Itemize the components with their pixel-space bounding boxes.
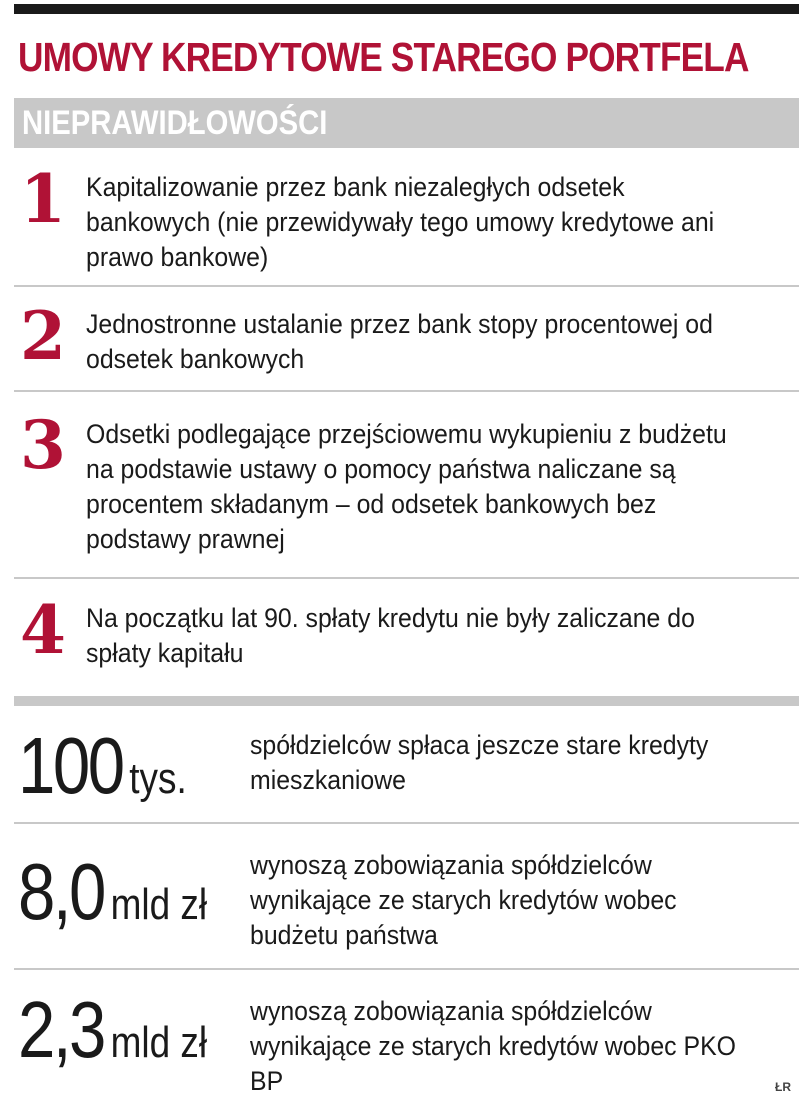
irregularity-item-2 bbox=[14, 295, 799, 385]
item-text: Kapitalizowanie przez bank niezaległych odsetek bankowych (nie przewidywały tego umowy kredytowe ani prawo bankowe) bbox=[86, 172, 715, 272]
stat-figure bbox=[18, 721, 187, 819]
stat-description: spółdzielców spłaca jeszcze stare kredyty mieszkaniowe bbox=[250, 730, 709, 795]
stat-divider bbox=[14, 968, 799, 970]
irregularity-item-3 bbox=[14, 400, 799, 570]
item-number: 4 bbox=[20, 591, 66, 669]
irregularity-item-1 bbox=[14, 160, 799, 280]
irregularity-item-4 bbox=[14, 587, 799, 687]
stat-value: 8,0 bbox=[18, 847, 104, 936]
stat-block-1 bbox=[14, 716, 799, 816]
stat-description: wynoszą zobowiązania spółdzielców wynikające ze starych kredytów wobec PKO BP bbox=[250, 996, 736, 1096]
item-text: Jednostronne ustalanie przez bank stopy procentowej od odsetek bankowych bbox=[86, 309, 713, 374]
stat-unit: tys. bbox=[129, 754, 187, 803]
stat-unit: mld zł bbox=[110, 880, 208, 929]
section-header-bar bbox=[14, 98, 799, 148]
item-divider bbox=[14, 285, 799, 287]
top-rule bbox=[14, 4, 799, 14]
stat-block-2 bbox=[14, 832, 799, 962]
stat-figure bbox=[18, 985, 208, 1083]
section-divider bbox=[14, 696, 799, 706]
item-divider bbox=[14, 390, 799, 392]
stat-description: wynoszą zobowiązania spółdzielców wynikające ze starych kredytów wobec budżetu państwa bbox=[250, 850, 677, 950]
infographic-title: UMOWY KREDYTOWE STAREGO PORTFELA bbox=[18, 34, 749, 80]
item-number: 1 bbox=[20, 160, 66, 238]
stat-divider bbox=[14, 822, 799, 824]
stat-value: 100 bbox=[18, 721, 123, 810]
section-header-label: NIEPRAWIDŁOWOŚCI bbox=[22, 104, 328, 142]
author-credit: ŁR bbox=[775, 1080, 791, 1094]
stat-value: 2,3 bbox=[18, 985, 104, 1074]
item-text: Na początku lat 90. spłaty kredytu nie były zaliczane do spłaty kapitału bbox=[86, 603, 695, 668]
stat-unit: mld zł bbox=[110, 1018, 208, 1067]
item-divider bbox=[14, 577, 799, 579]
item-text: Odsetki podlegające przejściowemu wykupieniu z budżetu na podstawie ustawy o pomocy państwa naliczane są procentem składanym – od odsetek bankowych bez podstawy prawnej bbox=[86, 419, 727, 554]
item-number: 3 bbox=[20, 406, 66, 484]
stat-figure bbox=[18, 847, 208, 945]
item-number: 2 bbox=[20, 297, 66, 375]
